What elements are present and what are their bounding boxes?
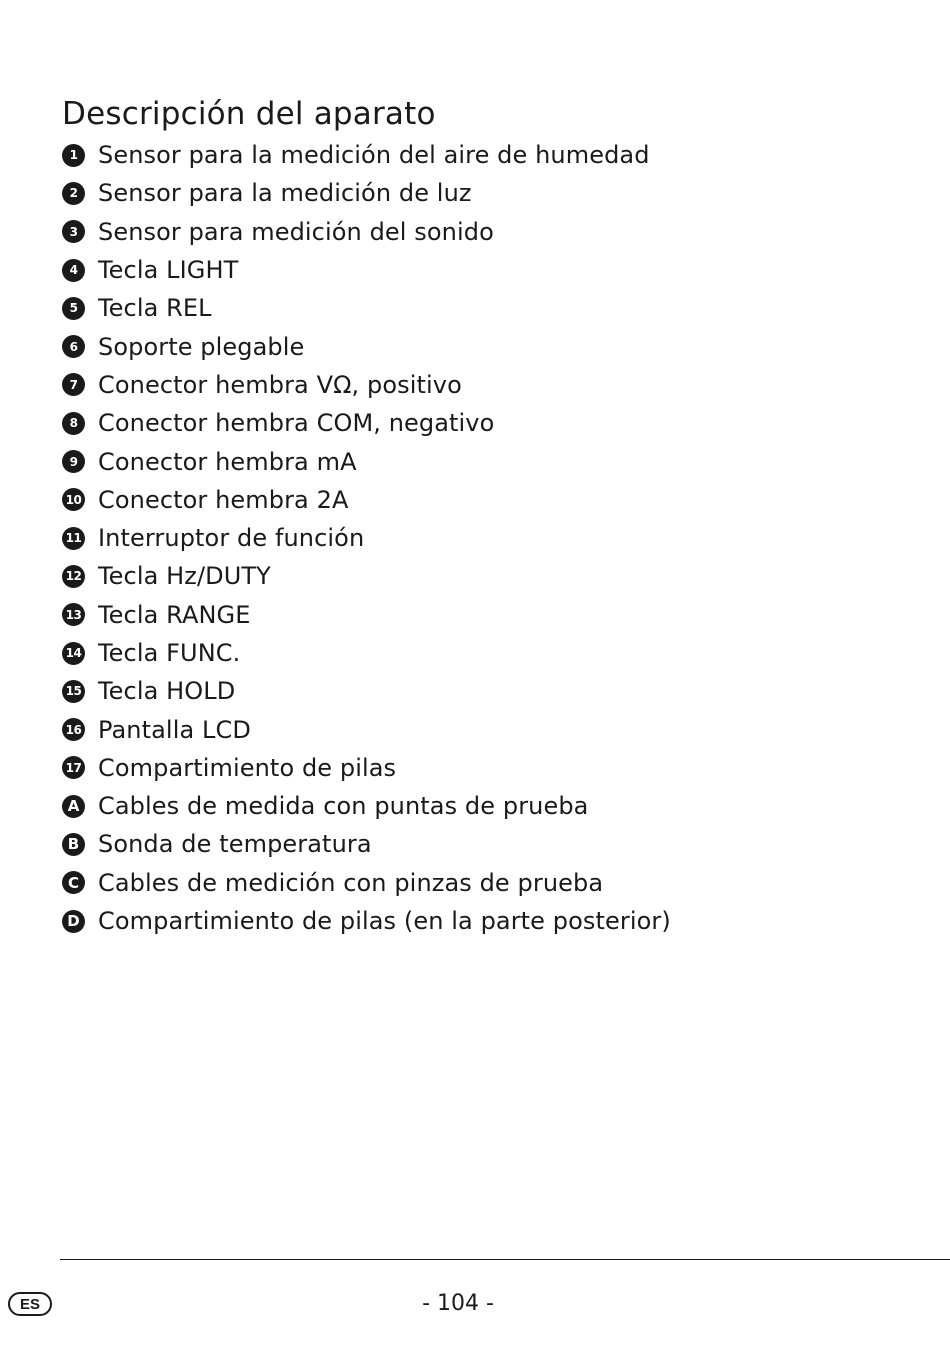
number-marker: 1 — [62, 144, 85, 167]
number-marker: 15 — [62, 680, 85, 703]
letter-marker: A — [62, 795, 85, 818]
list-item-text: Conector hembra mA — [98, 447, 357, 476]
list-item — [62, 289, 671, 327]
list-item — [62, 557, 671, 595]
letter-marker: D — [62, 910, 85, 933]
list-item — [62, 634, 671, 672]
number-marker: 17 — [62, 756, 85, 779]
list-item-text: Conector hembra COM, negativo — [98, 409, 495, 438]
list-item — [62, 672, 671, 710]
number-marker: 4 — [62, 259, 85, 282]
list-item-text: Tecla LIGHT — [98, 256, 239, 285]
number-marker: 7 — [62, 373, 85, 396]
list-item — [62, 404, 671, 442]
number-marker: 16 — [62, 718, 85, 741]
list-item — [62, 481, 671, 519]
list-item-text: Sonda de temperatura — [98, 830, 372, 859]
list-item-text: Tecla HOLD — [98, 677, 236, 706]
list-item-text: Cables de medida con puntas de prueba — [98, 792, 589, 821]
list-item-text: Cables de medición con pinzas de prueba — [98, 868, 604, 897]
number-marker: 10 — [62, 488, 85, 511]
list-item — [62, 749, 671, 787]
language-badge: ES — [8, 1292, 52, 1316]
list-item — [62, 864, 671, 902]
footer-divider — [60, 1259, 950, 1260]
list-item — [62, 251, 671, 289]
list-item-text: Tecla RANGE — [98, 600, 251, 629]
list-item-text: Sensor para la medición del aire de humedad — [98, 141, 650, 170]
letter-marker: C — [62, 871, 85, 894]
number-marker: 12 — [62, 565, 85, 588]
list-item — [62, 213, 671, 251]
number-marker: 8 — [62, 412, 85, 435]
list-item-text: Interruptor de función — [98, 524, 365, 553]
number-marker: 2 — [62, 182, 85, 205]
number-marker: 11 — [62, 527, 85, 550]
list-item-text: Sensor para medición del sonido — [98, 217, 494, 246]
list-item-text: Pantalla LCD — [98, 715, 251, 744]
number-marker: 5 — [62, 297, 85, 320]
list-item — [62, 902, 671, 940]
list-item — [62, 519, 671, 557]
number-marker: 14 — [62, 642, 85, 665]
number-marker: 9 — [62, 450, 85, 473]
list-item-text: Sensor para la medición de luz — [98, 179, 472, 208]
list-item — [62, 174, 671, 212]
letter-marker: B — [62, 833, 85, 856]
list-item-text: Tecla REL — [98, 294, 212, 323]
parts-list — [62, 136, 671, 940]
list-item — [62, 825, 671, 863]
list-item-text: Compartimiento de pilas (en la parte posterior) — [98, 907, 671, 936]
number-marker: 3 — [62, 220, 85, 243]
number-marker: 13 — [62, 603, 85, 626]
page-title: Descripción del aparato — [62, 96, 436, 132]
number-marker: 6 — [62, 335, 85, 358]
list-item-text: Compartimiento de pilas — [98, 753, 397, 782]
list-item-text: Tecla Hz/DUTY — [98, 562, 271, 591]
list-item — [62, 710, 671, 748]
page-number: - 104 - — [422, 1291, 494, 1316]
list-item — [62, 327, 671, 365]
list-item-text: Tecla FUNC. — [98, 639, 241, 667]
list-item-text: Conector hembra 2A — [98, 485, 349, 514]
list-item — [62, 787, 671, 825]
list-item — [62, 442, 671, 480]
list-item-text: Conector hembra VΩ, positivo — [98, 370, 462, 399]
list-item-text: Soporte plegable — [98, 332, 305, 361]
list-item — [62, 366, 671, 404]
list-item — [62, 136, 671, 174]
list-item — [62, 596, 671, 634]
